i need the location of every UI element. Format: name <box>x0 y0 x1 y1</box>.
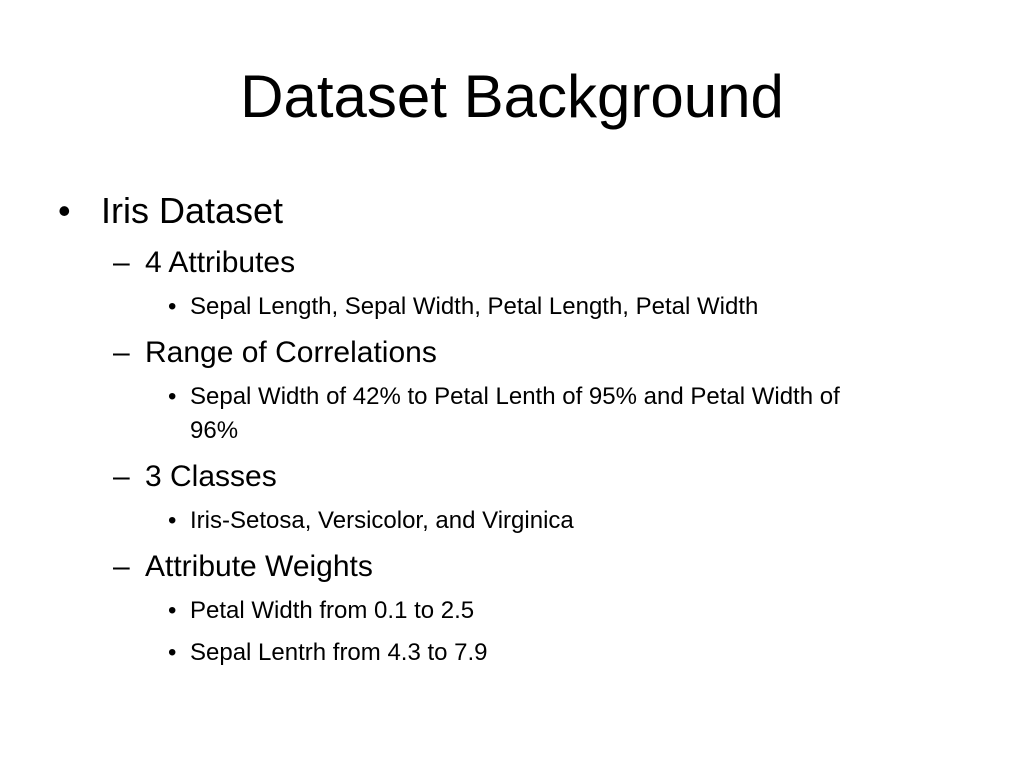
slide-title: Dataset Background <box>240 63 784 130</box>
dash-marker: – <box>113 246 130 279</box>
dash-marker: – <box>113 460 130 493</box>
dash-marker: – <box>113 336 130 369</box>
subbullet-range-of-correlations: Range of Correlations <box>145 336 437 369</box>
subsubbullet-correlation-detail-line2: 96% <box>190 417 239 444</box>
bullet-marker: • <box>168 597 177 624</box>
dash-marker: – <box>113 550 130 583</box>
subsubbullet-attribute-list: Sepal Length, Sepal Width, Petal Length, Petal Width <box>190 293 759 320</box>
bullet-marker: • <box>168 639 177 666</box>
bullet-marker: • <box>168 293 177 320</box>
subsubbullet-sepal-length-range: Sepal Lentrh from 4.3 to 7.9 <box>190 639 488 666</box>
subbullet-classes: 3 Classes <box>145 460 277 493</box>
subsubbullet-class-list: Iris-Setosa, Versicolor, and Virginica <box>190 507 574 534</box>
bullet-marker: • <box>168 507 177 534</box>
bullet-marker: • <box>168 383 177 410</box>
subbullet-attributes: 4 Attributes <box>145 246 296 279</box>
bullet-iris-dataset: Iris Dataset <box>101 190 284 231</box>
subsubbullet-petal-width-range: Petal Width from 0.1 to 2.5 <box>190 597 475 624</box>
bullet-marker: • <box>58 190 71 231</box>
subsubbullet-correlation-detail-line1: Sepal Width of 42% to Petal Lenth of 95% and Petal Width of <box>190 383 840 410</box>
subbullet-attribute-weights: Attribute Weights <box>145 550 373 583</box>
